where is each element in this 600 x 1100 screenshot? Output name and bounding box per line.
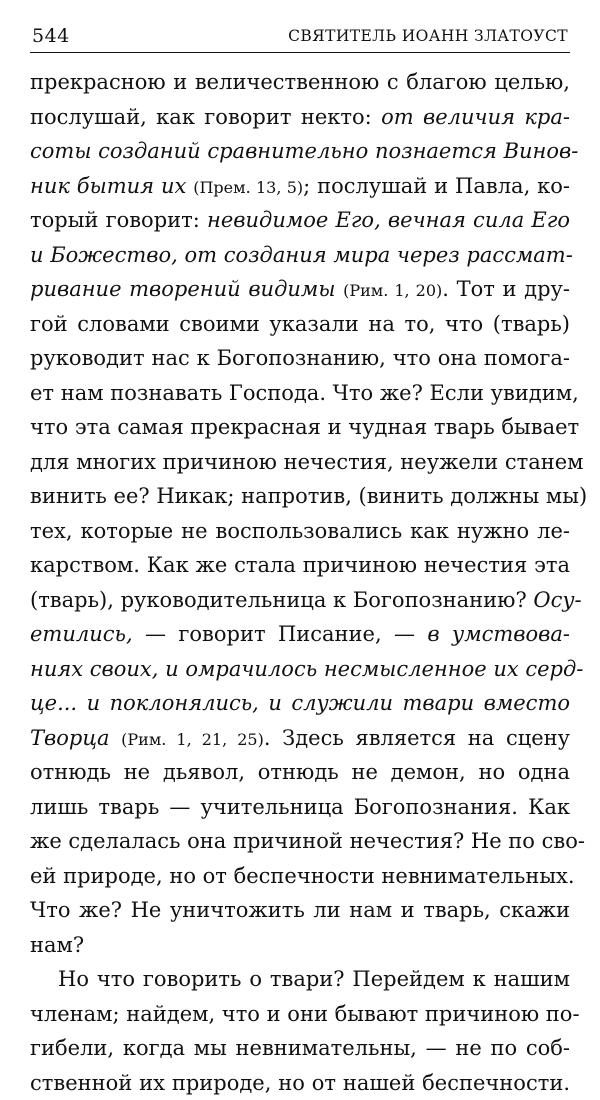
text-line: ник бытия их (Прем. 13, 5); послушай и Павла, ко- (30, 169, 570, 204)
scripture-quote: невидимое Его, вечная сила Его (207, 208, 570, 232)
text-line: для многих причиною нечестия, неужели станем (30, 445, 570, 480)
text-line: членам; найдем, что и они бывают причиною по- (30, 997, 570, 1032)
text-line: гой словами своими указали на то, что (тварь) (30, 307, 570, 342)
scripture-reference: (Прем. 13, 5) (193, 178, 303, 197)
text-line (30, 134, 570, 169)
book-page (30, 18, 570, 963)
text-line: (тварь), руководительница к Богопознанию? Осу- (30, 583, 570, 618)
scripture-quote: ривание творений видимы (30, 277, 335, 301)
text-line: ственной их природе, но от нашей беспечности. (30, 1066, 570, 1100)
scripture-quote: в умствова- (427, 622, 570, 646)
running-header (30, 18, 570, 53)
scripture-quote: Творца (30, 726, 110, 750)
scripture-quote: це... и поклонялись, и служили твари вместо (30, 691, 570, 715)
text-line: торый говорит: невидимое Его, вечная сила Его (30, 203, 570, 238)
text-line: ей природе, но от беспечности невнимательных. (30, 859, 570, 894)
text-line: руководит нас к Богопознанию, что она помога- (30, 341, 570, 376)
scripture-quote: етились, (30, 622, 133, 646)
scripture-quote: от величия кра- (381, 105, 570, 129)
text-line: нам? (30, 928, 570, 963)
scripture-quote: Осу- (533, 588, 581, 612)
scripture-quote: соты созданий сравнительно познается Винов- (30, 139, 578, 163)
text-line (30, 238, 570, 273)
page-number: 544 (32, 25, 70, 47)
scripture-reference: (Рим. 1, 21, 25) (121, 730, 264, 749)
text-line: прекрасною и величественною с благою целью, (30, 65, 570, 100)
text-line: же сделалась она причиной нечестия? Не по сво- (30, 824, 570, 859)
text-line: тех, которые не воспользовались как нужно ле- (30, 514, 570, 549)
text-line: послушай, как говорит некто: от величия кра- (30, 100, 570, 135)
scripture-quote: и Божество, от создания мира через рассмат- (30, 243, 573, 267)
text-line: етились, — говорит Писание, — в умствова- (30, 617, 570, 652)
text-line: карством. Как же стала причиною нечестия эта (30, 548, 570, 583)
text-line: Что же? Не уничтожить ли нам и тварь, скажи (30, 893, 570, 928)
body-text (30, 65, 570, 1100)
text-line (30, 686, 570, 721)
text-line: гибели, когда мы невнимательны, — не по соб- (30, 1031, 570, 1066)
scripture-reference: (Рим. 1, 20) (343, 281, 442, 300)
text-line: что эта самая прекрасная и чудная тварь бывает (30, 410, 570, 445)
text-line: ет нам познавать Господа. Что же? Если увидим, (30, 376, 570, 411)
paragraph-first-line: Но что говорить о твари? Перейдем к нашим (30, 962, 570, 997)
text-line: отнюдь не дьявол, отнюдь не демон, но одна (30, 755, 570, 790)
text-line: ривание творений видимы (Рим. 1, 20). Тот и дру- (30, 272, 570, 307)
running-title: СВЯТИТЕЛЬ ИОАНН ЗЛАТОУСТ (288, 27, 568, 45)
scripture-quote: ниях своих, и омрачилось несмысленное их серд- (30, 657, 583, 681)
scripture-quote: ник бытия их (30, 174, 186, 198)
text-line: лишь тварь — учительница Богопознания. Как (30, 790, 570, 825)
text-line: Творца (Рим. 1, 21, 25). Здесь является на сцену (30, 721, 570, 756)
text-line (30, 652, 570, 687)
text-line: винить ее? Никак; напротив, (винить должны мы) (30, 479, 570, 514)
